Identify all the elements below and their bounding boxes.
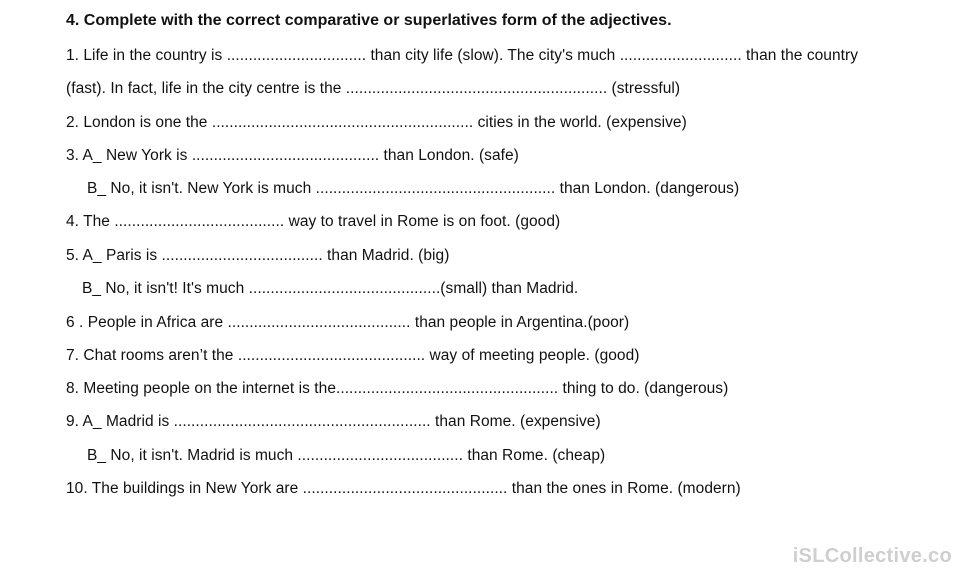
exercise-line-6: 6 . People in Africa are .......................................... than people in Argentina.(poor) [66, 314, 630, 331]
exercise-line-1-continued: (fast). In fact, life in the city centre is the ............................................................ (stressful) [66, 80, 681, 97]
exercise-line-5b: B_ No, it isn't! It's much ............................................(small) than Madrid. [82, 280, 579, 297]
exercise-line-9b: B_ No, it isn't. Madrid is much ...................................... than Rome. (cheap) [87, 447, 606, 464]
exercise-line-10: 10. The buildings in New York are ............................................... than the ones in Rome. (modern) [66, 480, 741, 497]
exercise-title: 4. Complete with the correct comparative or superlatives form of the adjectives. [66, 12, 672, 29]
exercise-line-3b: B_ No, it isn't. New York is much ....................................................... than London. (dangerous) [87, 180, 740, 197]
exercise-line-3a: 3. A_ New York is ........................................... than London. (safe) [66, 147, 519, 164]
exercise-line-5a: 5. A_ Paris is ..................................... than Madrid. (big) [66, 247, 450, 264]
exercise-line-8: 8. Meeting people on the internet is the................................................... thing to do. (dangerous) [66, 380, 729, 397]
exercise-line-4: 4. The ....................................... way to travel in Rome is on foot. (good) [66, 213, 561, 230]
exercise-line-2: 2. London is one the ............................................................ cities in the world. (expensive) [66, 114, 687, 131]
watermark-logo: iSLCollective.co [792, 545, 952, 567]
exercise-line-9a: 9. A_ Madrid is ........................................................... than Rome. (expensive) [66, 413, 601, 430]
exercise-line-1: 1. Life in the country is ................................ than city life (slow). The city's much ............................ than the country [66, 47, 858, 64]
exercise-line-7: 7. Chat rooms aren’t the ........................................... way of meeting people. (good) [66, 347, 640, 364]
